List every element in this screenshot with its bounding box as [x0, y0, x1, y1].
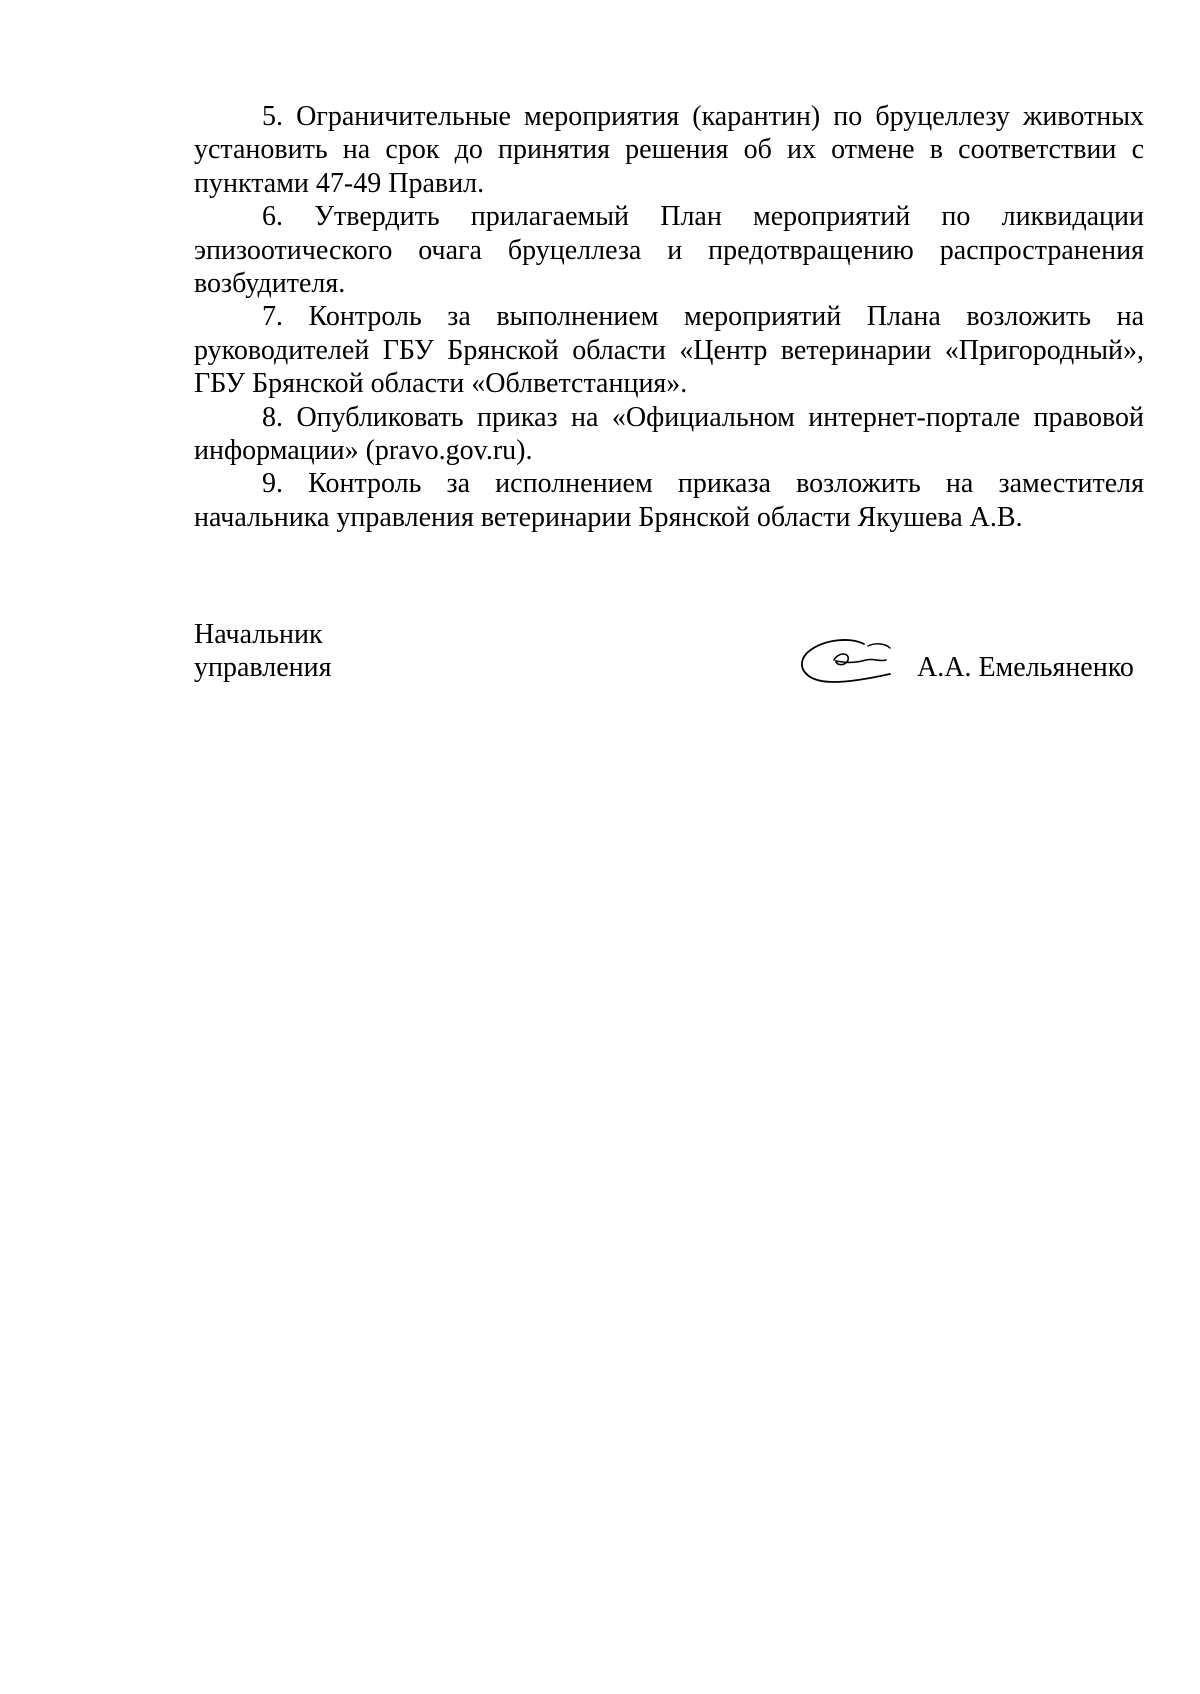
- paragraph-7: 7. Контроль за выполнением мероприятий Плана возложить на руководителей ГБУ Брянской области «Центр ветеринарии «Пригородный», ГБУ Брянской области «Облветстанция».: [194, 301, 1144, 400]
- paragraph-5: 5. Ограничительные мероприятия (карантин) по бруцеллезу животных установить на срок до принятия решения об их отмене в соответствии с пунктами 47-49 Правил.: [194, 101, 1144, 199]
- position-line-2: управления: [194, 652, 332, 684]
- position-line-1: Начальник: [194, 619, 323, 650]
- handwritten-signature: [794, 630, 904, 692]
- paragraph-9: 9. Контроль за исполнением приказа возложить на заместителя начальника управления ветеринарии Брянской области Якушева А.В.: [194, 468, 1144, 533]
- signatory-name: А.А. Емельяненко: [917, 652, 1134, 683]
- signature-block: [194, 618, 1144, 698]
- document-body: [194, 100, 1144, 534]
- paragraph-6: 6. Утвердить прилагаемый План мероприятий по ликвидации эпизоотического очага бруцеллеза и предотвращению распространения возбудителя.: [194, 201, 1144, 300]
- signatory-position: [194, 618, 332, 685]
- paragraph-8: 8. Опубликовать приказ на «Официальном интернет-портале правовой информации» (pravo.gov.ru).: [194, 401, 1144, 467]
